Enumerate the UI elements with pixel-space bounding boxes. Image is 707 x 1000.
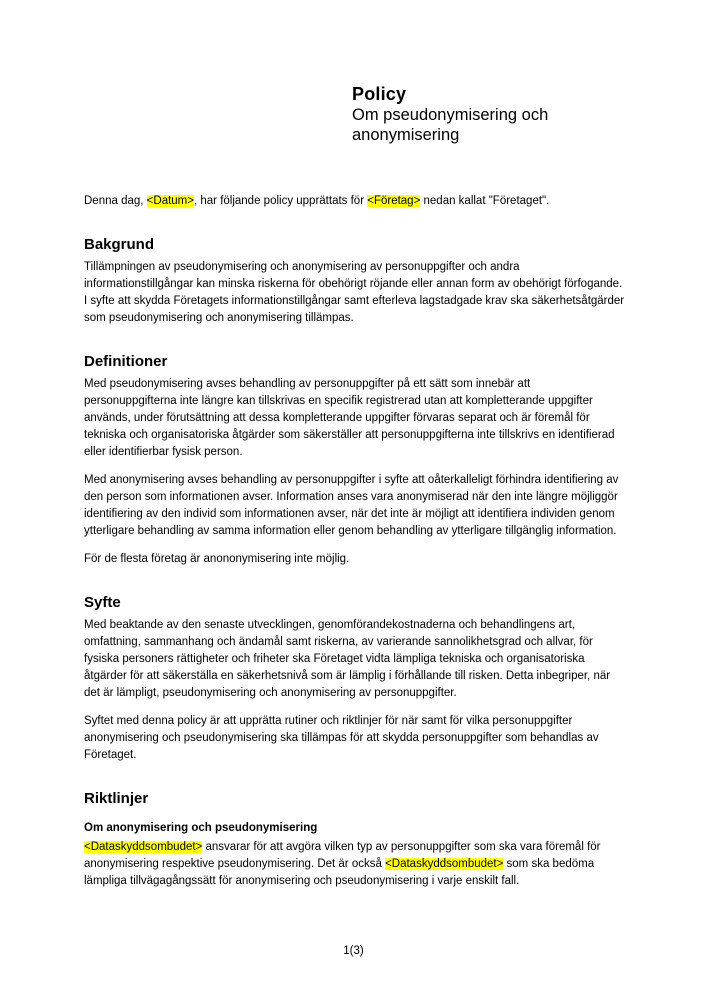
section-heading-syfte: Syfte: [84, 594, 121, 611]
page-number: 1(3): [343, 945, 364, 957]
bakgrund-paragraph: Tillämpningen av pseudonymisering och anonymisering av personuppgifter och andra informationstillgångar kan minska riskerna för obehörigt röjande eller annan form av obehörigt förfogande. I syfte att skydda Företagets informationstillgångar samt efterleva lagstadgade krav ska säkerhetsåtgärder som pseudonymisering och anonymisering tillämpas.: [84, 261, 625, 324]
intro-text-1: Denna dag,: [84, 195, 147, 207]
definitioner-paragraph-1: Med pseudonymisering avses behandling av personuppgifter på ett sätt som innebär att personuppgifterna inte längre kan tillskrivas en specifik registrerad utan att kompletterande uppgifter används, under förutsättning att dessa kompletterande uppgifter förvaras separat och är föremål för tekniska och organisatoriska åtgärder som säkerställer att personuppgifterna inte tillskrivs en identifierad eller identifierbar fysisk person.: [84, 378, 615, 458]
intro-paragraph: [84, 193, 625, 210]
syfte-paragraph-2: Syftet med denna policy är att upprätta rutiner och riktlinjer för när samt för vilka personuppgifter anonymisering och pseudonymisering ska tillämpas för att skydda personuppgifter som behandlas av Företaget.: [84, 715, 599, 761]
dataskyddsombudet-placeholder-1[interactable]: <Dataskyddsombudet>: [84, 841, 203, 853]
datum-placeholder[interactable]: <Datum>: [146, 195, 194, 207]
riktlinjer-text-2: som ska bedöma lämpliga tillvägagångssätt för anonymisering och pseudonymisering i varje enskilt fall.: [84, 858, 595, 887]
syfte-paragraph-1: Med beaktande av den senaste utvecklingen, genomförandekostnaderna och behandlingens art, omfattning, sammanhang och ändamål samt riskerna, av varierande sannolikhetsgrad och allvar, för fysiska personers rättigheter och friheter ska Företaget vidta lämpliga tekniska och organisatoriska åtgärder för att säkerställa en säkerhetsnivå som är lämplig i förhållande till risken. Detta inbegriper, när det är lämpligt, pseudonymisering och anonymisering av personuppgifter.: [84, 619, 611, 699]
document-title-block: [352, 84, 625, 145]
section-heading-bakgrund: Bakgrund: [84, 236, 155, 253]
riktlinjer-paragraph: [84, 839, 625, 890]
intro-text-2: , har följande policy upprättats för: [193, 195, 368, 207]
foretag-placeholder[interactable]: <Företag>: [367, 195, 421, 207]
intro-text-3: nedan kallat "Företaget".: [420, 195, 550, 207]
subsection-heading-om-anonymisering: Om anonymisering och pseudonymisering: [84, 822, 318, 834]
definitioner-paragraph-2: Med anonymisering avses behandling av personuppgifter i syfte att oåterkalleligt förhindra identifiering av den person som informationen avser. Information anses vara anonymiserad när den inte längre möjliggör identifiering av den individ som informationen avser, när det inte är möjligt att identifiera individen genom ytterligare behandling av samma information eller genom behandling av ytterligare tillgänglig information.: [84, 474, 619, 537]
dataskyddsombudet-placeholder-2[interactable]: <Dataskyddsombudet>: [385, 858, 504, 870]
document-title: Policy: [352, 84, 407, 104]
document-subtitle: Om pseudonymisering och anonymisering: [352, 106, 549, 144]
riktlinjer-text-1: ansvarar för att avgöra vilken typ av personuppgifter som ska vara föremål för anonymisering respektive pseudonymisering. Det är också: [84, 841, 601, 870]
definitioner-paragraph-3: För de flesta företag är anononymisering inte möjlig.: [84, 553, 350, 565]
section-heading-definitioner: Definitioner: [84, 353, 168, 370]
section-heading-riktlinjer: Riktlinjer: [84, 790, 149, 807]
